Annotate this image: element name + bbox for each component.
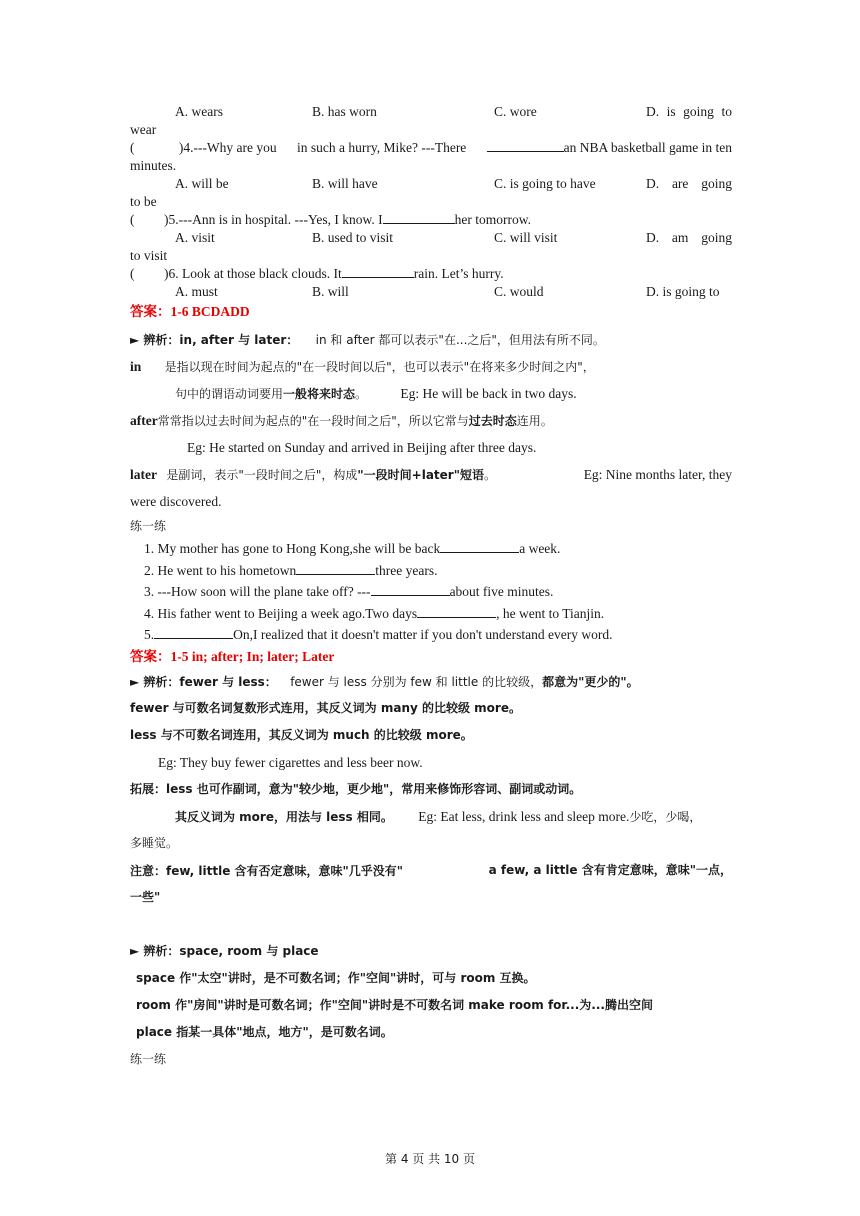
q4-stem-cont: minutes. <box>130 158 177 173</box>
q3-option-d-cont: wear <box>130 122 157 137</box>
practice-blank-1 <box>440 540 519 553</box>
in-explanation: in 是指以现在时间为起点的"在一段时间以后"，也可以表示"在将来多少时间之内"， <box>130 359 595 374</box>
q4-option-d: D. are going <box>646 176 732 191</box>
practice-item-2: 2. He went to his hometown three years. <box>144 562 438 578</box>
after-explanation: after常常指以过去时间为起点的"在一段时间之后"，所以它常与过去时态连用。 <box>130 413 553 428</box>
extension-rule-cont: 其反义词为 more，用法与 less 相同。 Eg: Eat less, drink less and sleep more.少吃，少喝， <box>175 808 702 824</box>
in-example: Eg: He will be back in two days. <box>400 386 577 401</box>
practice-item-3: 3. ---How soon will the plane take off? --- about five minutes. <box>144 584 554 599</box>
extension-example: Eg: Eat less, drink less and sleep more. <box>418 808 630 824</box>
practice-label-1: 练一练 <box>130 519 167 533</box>
fewer-less-example: Eg: They buy fewer cigarettes and less beer now. <box>158 754 423 770</box>
later-example-cont: were discovered. <box>130 494 222 509</box>
practice-label-2: 练一练 <box>130 1051 167 1066</box>
q4-stem: ( )4.---Why are you in such a hurry, Mike? ---There an NBA basketball game in ten <box>130 140 732 155</box>
later-explanation: later 是副词，表示"一段时间之后"，构成"一段时间+later"短语。 Eg: Nine months later, they <box>130 461 732 488</box>
place-rule: place 指某一具体"地点，地方"，是可数名词。 <box>136 1024 393 1039</box>
practice-blank-2 <box>296 562 375 575</box>
practice-item-5: 5. On,I realized that it doesn't matter if you don't understand every word. <box>144 627 613 642</box>
answer-1-5: 答案：1-5 in; after; In; later; Later <box>130 648 335 664</box>
q3-option-a: A. wears <box>175 104 223 119</box>
q6-option-a: A. must <box>175 284 218 299</box>
page-footer: 第 4 页 共 10 页 <box>385 1152 475 1166</box>
q6-option-c: C. would <box>494 284 544 299</box>
extension-example-cont: 多睡觉。 <box>130 835 179 850</box>
q3-option-b: B. has worn <box>312 104 377 119</box>
space-rule: space 作"太空"讲时，是不可数名词；作"空间"讲时，可与 room 互换。 <box>136 970 536 985</box>
after-example: Eg: He started on Sunday and arrived in Beijing after three days. <box>187 440 537 455</box>
q6-options <box>130 283 732 301</box>
practice-item-1: 1. My mother has gone to Hong Kong,she will be back a week. <box>144 541 561 556</box>
q5-option-c: C. will visit <box>494 230 558 245</box>
in-explanation-cont: 句中的谓语动词要用一般将来时态。 Eg: He will be back in two days. <box>175 386 577 401</box>
q6-option-b: B. will <box>312 284 349 299</box>
section-in-after-later-heading: ► 辨析：in, after 与 later： in 和 after 都可以表示"在...之后"，但用法有所不同。 <box>130 333 605 347</box>
q3-option-d: D. is going to <box>646 104 732 119</box>
practice-blank-5 <box>154 626 233 639</box>
section-fewer-less-heading: ► 辨析：fewer 与 less： fewer 与 less 分别为 few 和 little 的比较级，都意为"更少的"。 <box>130 674 639 689</box>
extension-rule: 拓展：less 也可作副词，意为"较少地，更少地"，常用来修饰形容词、副词或动词。 <box>130 781 582 796</box>
q5-option-b: B. used to visit <box>312 230 394 245</box>
attention-note-cont: 一些" <box>130 889 161 904</box>
answer-1-6: 答案：1-6 BCDADD <box>130 304 250 319</box>
q4-option-d-cont: to be <box>130 194 157 209</box>
q5-option-a: A. visit <box>175 230 215 245</box>
fewer-rule: fewer 与可数名词复数形式连用，其反义词为 many 的比较级 more。 <box>130 700 521 715</box>
q5-stem: ( )5.---Ann is in hospital. ---Yes, I know. I her tomorrow. <box>130 212 531 227</box>
q4-blank <box>487 139 564 152</box>
q5-options <box>130 229 732 247</box>
q5-option-d: D. am going <box>646 230 732 245</box>
practice-item-4: 4. His father went to Beijing a week ago.Two days , he went to Tianjin. <box>144 605 605 621</box>
q6-stem: ( )6. Look at those black clouds. It rain. Let’s hurry. <box>130 266 504 281</box>
attention-note: 注意：few, little 含有否定意味，意味"几乎没有" a few, a little 含有肯定意味，意味"一点， <box>130 862 732 878</box>
q4-options <box>130 175 732 193</box>
q4-option-c: C. is going to have <box>494 176 596 191</box>
q6-blank <box>342 265 414 278</box>
room-rule: room 作"房间"讲时是可数名词；作"空间"讲时是不可数名词 make room for...为...腾出空间 <box>136 997 653 1012</box>
q4-paren: ( <box>130 140 135 155</box>
q3-option-c: C. wore <box>494 104 537 119</box>
q6-option-d: D. is going to <box>646 284 720 299</box>
document-page <box>130 103 732 1073</box>
q4-option-b: B. will have <box>312 176 378 191</box>
q4-option-a: A. will be <box>175 176 229 191</box>
practice-blank-4 <box>417 605 496 618</box>
q5-option-d-cont: to visit <box>130 248 168 263</box>
later-example: Eg: Nine months later, they <box>583 467 732 482</box>
practice-blank-3 <box>371 583 450 596</box>
q5-blank <box>383 211 455 224</box>
q3-options <box>130 103 732 121</box>
less-rule: less 与不可数名词连用，其反义词为 much 的比较级 more。 <box>130 727 473 742</box>
section-space-room-place-heading: ► 辨析：space, room 与 place <box>130 943 319 958</box>
